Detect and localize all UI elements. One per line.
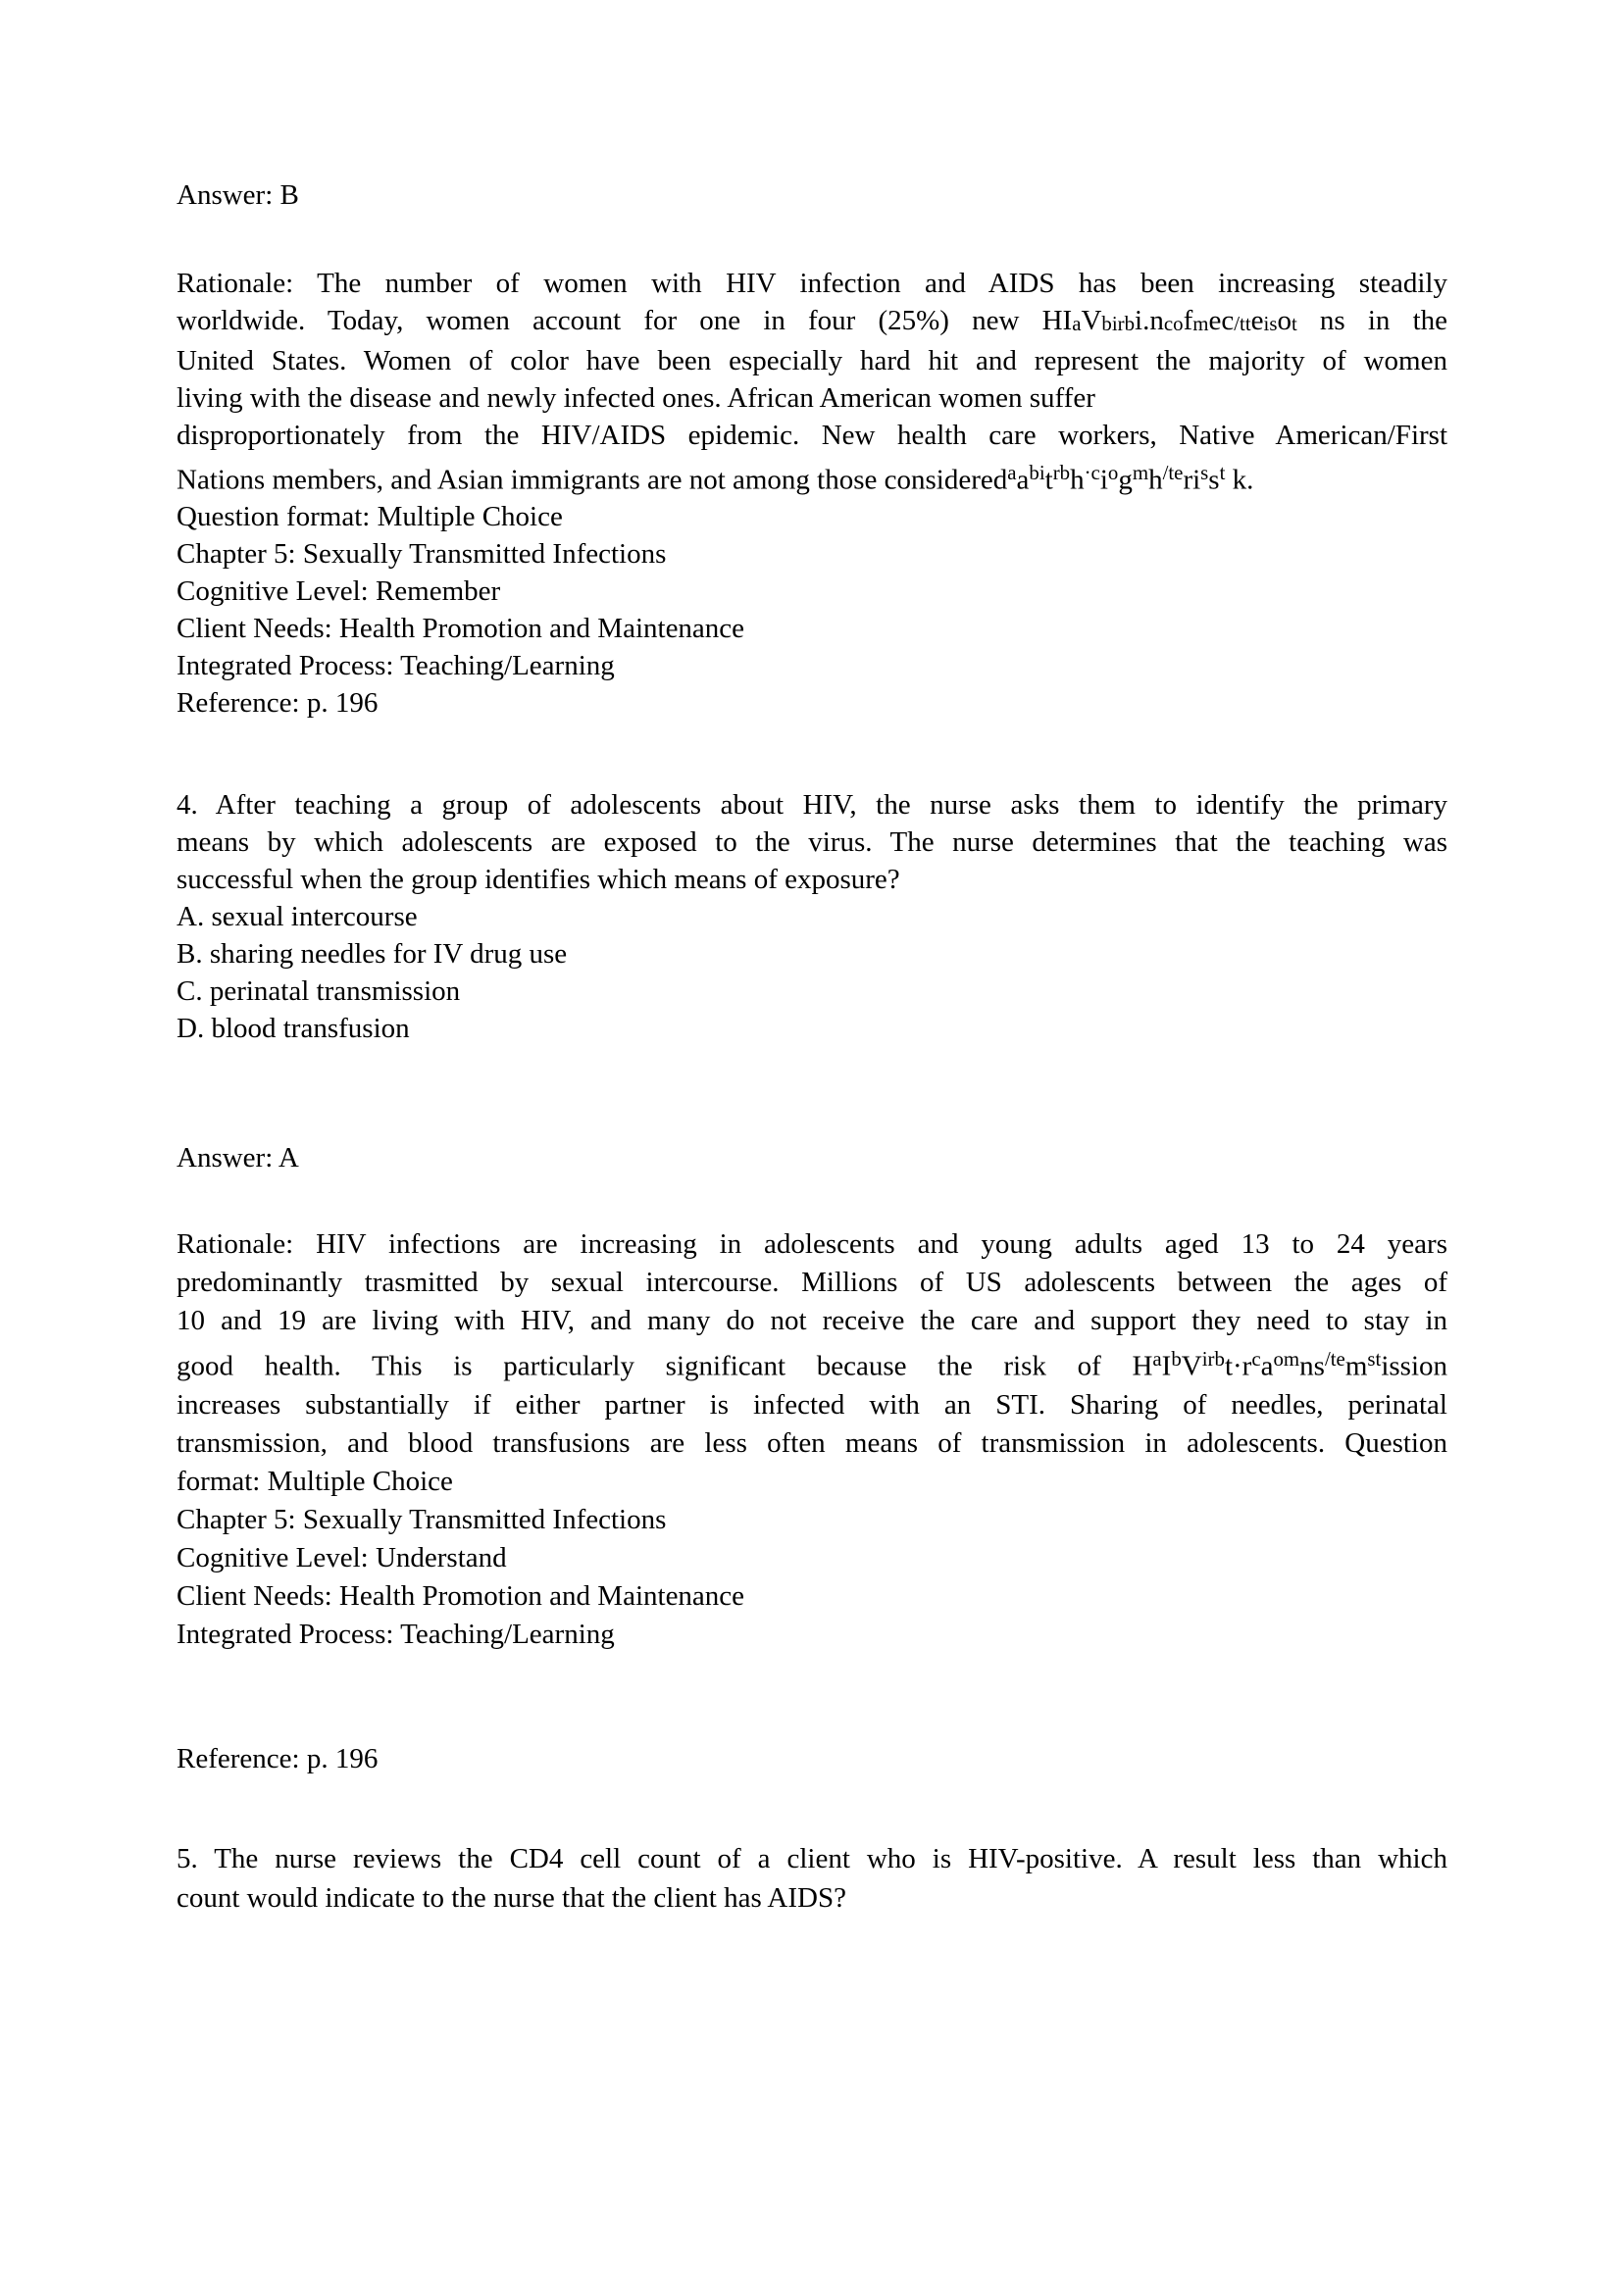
q3-meta-client-needs: Client Needs: Health Promotion and Maintenance	[177, 613, 745, 645]
q4-stem-line: means by which adolescents are exposed to the virus. The nurse determines that the teaching was	[177, 826, 1447, 859]
q4-rationale-line: Rationale: HIV infections are increasing in adolescents and young adults aged 13 to 24 years	[177, 1228, 1447, 1261]
q3-rationale-line: Nations members, and Asian immigrants are not among those $considered^aa^{bi}t^{rb}h^{\cdot c}i^og^mh^{/te}ri^ss^t$ k.	[177, 460, 1254, 496]
q4-answer-label: Answer: A	[177, 1142, 299, 1174]
q3-rationale-line: Rationale: The number of women with HIV infection and AIDS has been increasing steadily	[177, 268, 1447, 299]
q4-stem-line: successful when the group identifies which means of exposure?	[177, 864, 900, 896]
q4-rationale-block	[177, 1225, 1447, 1653]
q3-meta-question-format: Question format: Multiple Choice	[177, 501, 563, 533]
q4-answer-option-c: C. perinatal transmission	[177, 975, 461, 1008]
q3-rationale-line: disproportionately from the HIV/AIDS epidemic. New health care workers, Native American/First	[177, 419, 1447, 451]
q3-rationale-line: worldwide. Today, women account for one in four (25%) new HIaVbirbi.ncofmec/tteisot ns in the	[177, 305, 1447, 336]
q3-rationale-line: United States. Women of color have been especially hard hit and represent the majority of women	[177, 344, 1447, 376]
q3-rationale-line: living with the disease and newly infected ones. African American women suffer	[177, 381, 1095, 414]
q4-meta-chapter: Chapter 5: Sexually Transmitted Infections	[177, 1503, 667, 1535]
q4-answer-option-d: D. blood transfusion	[177, 1013, 410, 1045]
q4-meta-integrated-process: Integrated Process: Teaching/Learning	[177, 1618, 615, 1650]
q4-rationale-line: increases substantially if either partner is infected with an STI. Sharing of needles, perinatal	[177, 1388, 1447, 1421]
q4-meta-cognitive-level: Cognitive Level: Understand	[177, 1541, 507, 1573]
q4-rationale-line: transmission, and blood transfusions are less often means of transmission in adolescents. Question	[177, 1426, 1447, 1459]
q4-rationale-line: predominantly trasmitted by sexual intercourse. Millions of US adolescents between the ages of	[177, 1267, 1447, 1299]
q4-answer-block	[177, 1139, 1447, 1176]
q3-meta-reference: Reference: p. 196	[177, 687, 379, 720]
document-content	[177, 0, 1447, 1918]
q3-rationale-block	[177, 265, 1447, 722]
q4-rationale-line: good health. This is particularly significant because the risk of $H^aI^bV^{irb}t\cdot r^ca^{om}ns^{/te}m^{st}ission$	[177, 1347, 1447, 1382]
q5-stem-line: count would indicate to the nurse that the client has AIDS?	[177, 1881, 846, 1914]
q4-meta-client-needs: Client Needs: Health Promotion and Maintenance	[177, 1579, 745, 1612]
q3-answer-block	[177, 176, 1447, 214]
q5-stem-line: 5. The nurse reviews the CD4 cell count of a client who is HIV-positive. A result less than which	[177, 1842, 1447, 1874]
q3-answer-label: Answer: B	[177, 179, 299, 211]
q3-meta-chapter: Chapter 5: Sexually Transmitted Infections	[177, 538, 667, 571]
q4-reference-block	[177, 1740, 1447, 1777]
q5-question-block	[177, 1839, 1447, 1918]
q3-meta-cognitive-level: Cognitive Level: Remember	[177, 575, 501, 608]
q4-rationale-line: 10 and 19 are living with HIV, and many do not receive the care and support they need to stay in	[177, 1305, 1447, 1337]
q4-stem-line: 4. After teaching a group of adolescents about HIV, the nurse asks them to identify the primary	[177, 789, 1447, 822]
q4-answer-option-b: B. sharing needles for IV drug use	[177, 938, 568, 971]
q4-meta-reference: Reference: p. 196	[177, 1742, 379, 1774]
q3-meta-integrated-process: Integrated Process: Teaching/Learning	[177, 650, 615, 682]
q4-answer-option-a: A. sexual intercourse	[177, 901, 418, 933]
q4-question-block	[177, 786, 1447, 1047]
q4-meta-question-format: format: Multiple Choice	[177, 1465, 453, 1497]
